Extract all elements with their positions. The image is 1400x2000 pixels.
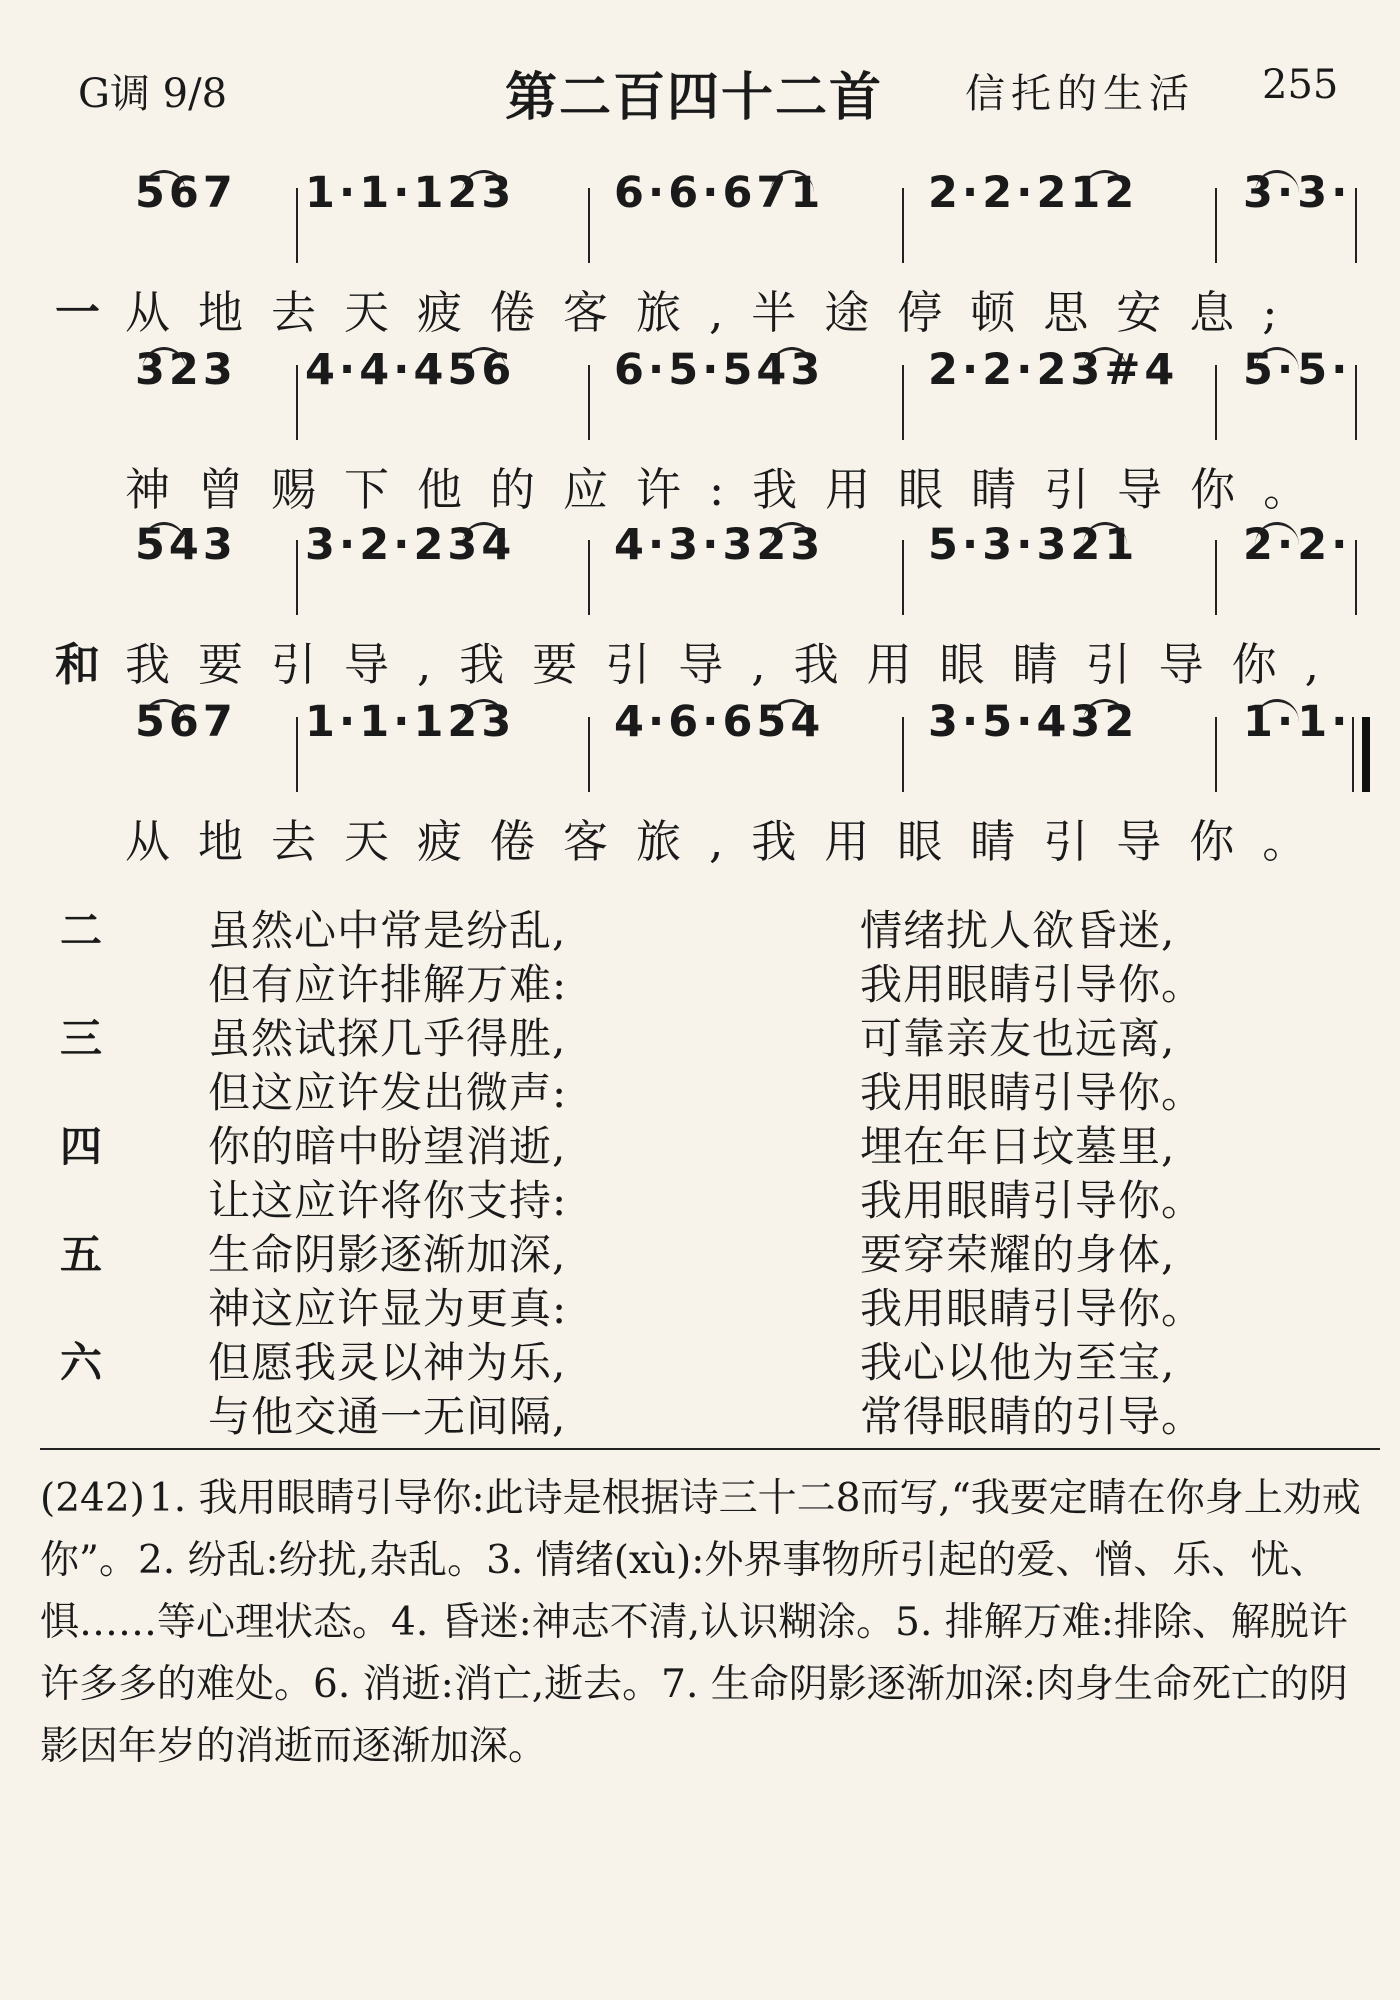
verse-number: 六 <box>60 1338 103 1387</box>
measure: 3·2·234 <box>305 520 516 570</box>
bar-line <box>902 717 904 792</box>
verse-number: 四 <box>60 1122 103 1171</box>
measure: 543 <box>135 520 237 570</box>
measure: 5·5· <box>1243 345 1352 395</box>
bar-line <box>296 717 298 792</box>
measure: 4·4·456 <box>305 345 516 395</box>
key-signature: G调 9/8 <box>78 71 228 117</box>
verse-line: 与他交通一无间隔, <box>208 1392 567 1441</box>
bar-line <box>1352 717 1354 792</box>
bar-line <box>588 540 590 615</box>
bar-line <box>902 188 904 263</box>
verse-line: 我用眼睛引导你。 <box>860 1284 1205 1333</box>
bar-line <box>588 188 590 263</box>
measure: 567 <box>135 697 237 747</box>
verse-line: 要穿荣耀的身体, <box>860 1230 1176 1279</box>
bar-line <box>902 365 904 440</box>
measure: 5·3·321 <box>928 520 1139 570</box>
measure: 1·1·123 <box>305 697 516 747</box>
measure: 4·6·654 <box>614 697 825 747</box>
verse-line: 你的暗中盼望消逝, <box>208 1122 567 1171</box>
bar-line <box>902 540 904 615</box>
footnote-label: (242) <box>40 1476 145 1521</box>
final-bar-line <box>1362 717 1370 792</box>
verse-line: 生命阴影逐渐加深, <box>208 1230 567 1279</box>
verse-number: 三 <box>60 1014 103 1063</box>
measure: 2·2· <box>1243 520 1352 570</box>
bar-line <box>1215 717 1217 792</box>
verse-line: 我用眼睛引导你。 <box>860 1176 1205 1225</box>
verse-line: 常得眼睛的引导。 <box>860 1392 1205 1441</box>
verse-line: 我用眼睛引导你。 <box>860 1068 1205 1117</box>
score-system <box>0 500 1400 691</box>
verse-line: 但愿我灵以神为乐, <box>208 1338 567 1387</box>
footnote-text: 1. 我用眼睛引导你:此诗是根据诗三十二8而写,“我要定睛在你身上劝戒你”。2. 纷乱:纷扰,杂乱。3. 情绪(xù):外界事物所引起的爱、憎、乐、忧、惧……等心理状态。4. 昏迷:神志不清,认识糊涂。5. 排解万难:排除、解脱许许多多的难处。6. 消逝:消亡,逝去。7. 生命阴影逐渐加深:肉身生命死亡的阴影因年岁的消逝而逐渐加深。 <box>40 1476 1361 1769</box>
score-system <box>0 677 1400 868</box>
measure: 3·5·432 <box>928 697 1139 747</box>
measure: 2·2·23#4 <box>928 345 1179 395</box>
lyric-line: 从地去天疲倦客旅,我用眼睛引导你。 <box>125 815 1336 868</box>
verse-line: 让这应许将你支持: <box>208 1176 568 1225</box>
bar-line <box>1355 365 1357 440</box>
measure: 567 <box>135 168 237 218</box>
verse-line: 情绪扰人欲昏迷, <box>860 906 1176 955</box>
score-system <box>0 148 1400 339</box>
verse-line: 虽然试探几乎得胜, <box>208 1014 567 1063</box>
measure: 3·3· <box>1243 168 1352 218</box>
verse-line: 可靠亲友也远离, <box>860 1014 1176 1063</box>
bar-line <box>1355 188 1357 263</box>
bar-line <box>296 188 298 263</box>
measure: 6·6·671 <box>614 168 825 218</box>
verse-number: 二 <box>60 906 103 955</box>
bar-line <box>1215 188 1217 263</box>
lyric-line: 神曾赐下他的应许:我用眼睛引导你。 <box>125 463 1337 516</box>
bar-line <box>1215 540 1217 615</box>
hymn-title: 第二百四十二首 <box>505 68 884 128</box>
bar-line <box>296 365 298 440</box>
measure: 4·3·323 <box>614 520 825 570</box>
bar-line <box>1355 540 1357 615</box>
verse-line: 虽然心中常是纷乱, <box>208 906 567 955</box>
verse-line: 埋在年日坟墓里, <box>860 1122 1176 1171</box>
bar-line <box>296 540 298 615</box>
verse-line: 我心以他为至宝, <box>860 1338 1176 1387</box>
measure: 323 <box>135 345 237 395</box>
verse-line: 神这应许显为更真: <box>208 1284 568 1333</box>
score-system <box>0 325 1400 516</box>
verse-line: 但这应许发出微声: <box>208 1068 568 1117</box>
bar-line <box>588 365 590 440</box>
hymn-subtitle: 信托的生活 <box>965 71 1195 117</box>
chorus-label: 和 <box>55 638 101 691</box>
divider <box>40 1448 1380 1450</box>
measure: 6·5·543 <box>614 345 825 395</box>
verse-number: 五 <box>60 1230 103 1279</box>
bar-line <box>588 717 590 792</box>
measure: 2·2·212 <box>928 168 1139 218</box>
lyric-line: 我要引导,我要引导,我用眼睛引导你, <box>125 638 1347 691</box>
bar-line <box>1215 365 1217 440</box>
verse-line: 但有应许排解万难: <box>208 960 568 1009</box>
footnote <box>40 1468 1385 1778</box>
page-number: 255 <box>1262 62 1339 108</box>
verse-line: 我用眼睛引导你。 <box>860 960 1205 1009</box>
lyric-line: 从地去天疲倦客旅,半途停顿思安息; <box>125 286 1306 339</box>
measure: 1·1· <box>1243 697 1352 747</box>
verse-label: 一 <box>55 286 101 339</box>
measure: 1·1·123 <box>305 168 516 218</box>
